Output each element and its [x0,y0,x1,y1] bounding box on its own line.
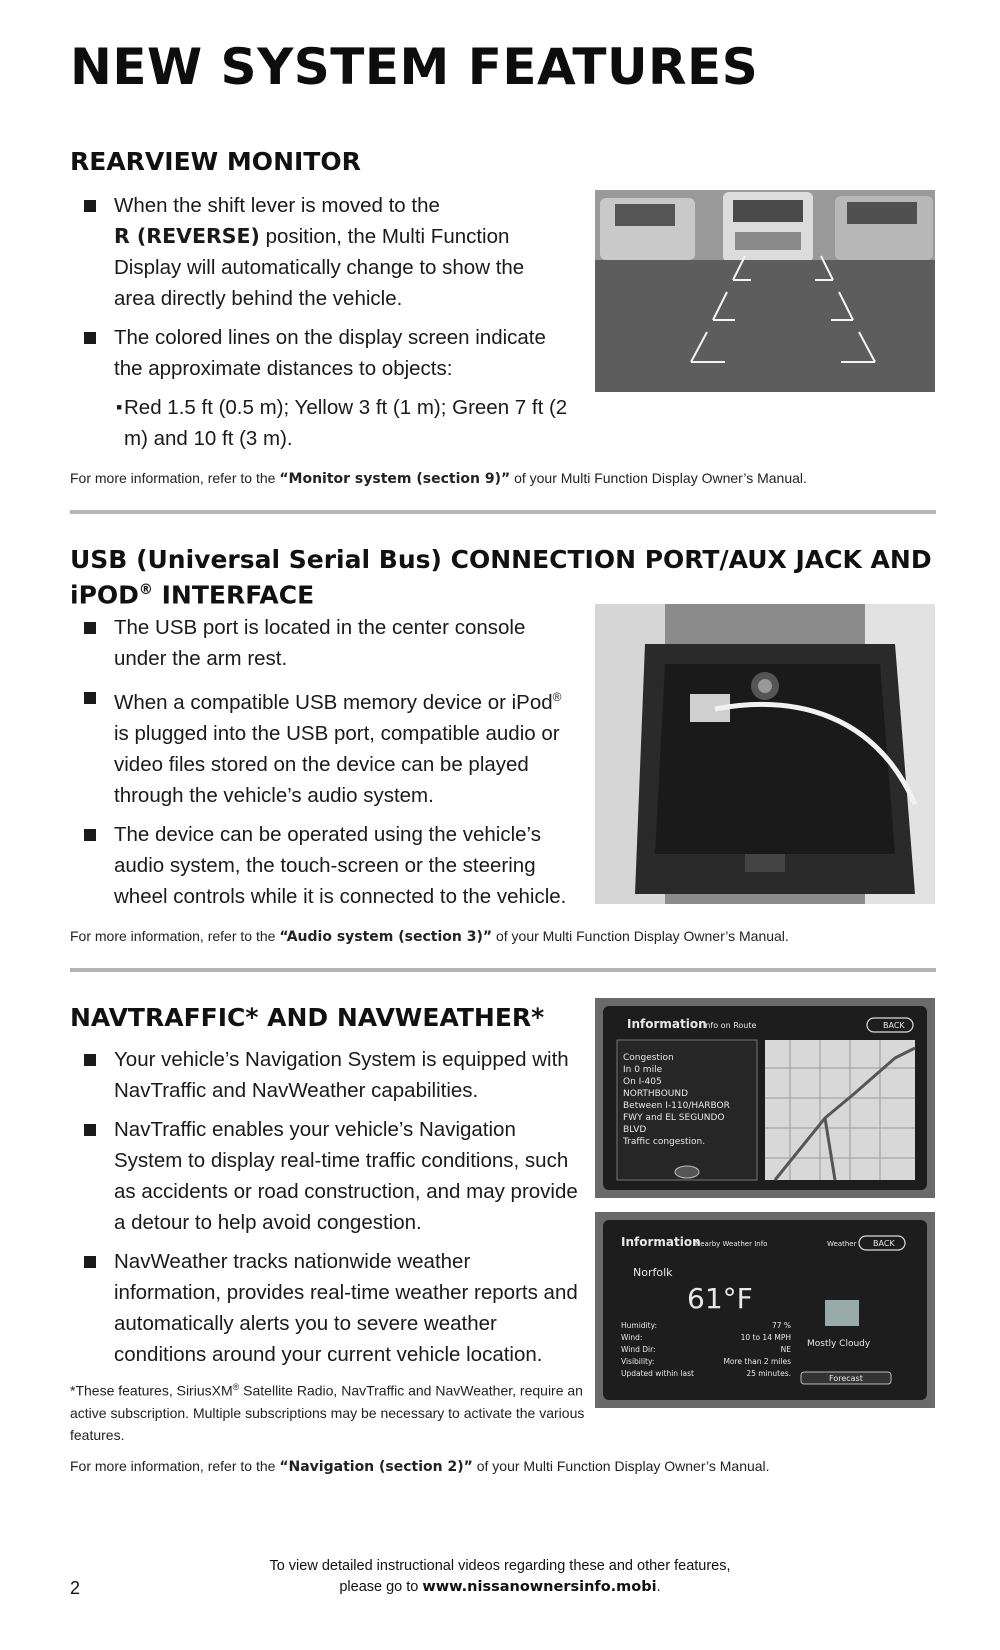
footer-line2-post: . [656,1579,661,1595]
list-item [70,190,570,314]
cloud-icon [825,1300,859,1326]
ref-prefix: For more information, refer to the [70,470,280,486]
weather-condition: Mostly Cloudy [807,1339,871,1349]
rearview-reference [70,470,807,487]
footer [180,1556,820,1598]
rearview-sub: Red 1.5 ft (0.5 m); Yellow 3 ft (1 m); Green 7 ft (2 m) and 10 ft (3 m). [124,396,568,450]
footer-line2-pre: please go to [339,1579,423,1595]
usb-b2-b: is plugged into the USB port, compatible audio or video files stored on the device can be played through the vehicle’s audio system. [114,721,560,807]
usb-title [70,544,950,610]
bullet-square-icon [84,1124,96,1136]
nav-bullets [70,1044,580,1378]
page-title: NEW SYSTEM FEATURES [70,38,759,96]
weather-tab[interactable]: Weather [827,1240,857,1248]
ref-suffix: of your Multi Function Display Owner’s Manual. [510,470,807,486]
footer-url-link[interactable]: www.nissanownersinfo.mobi [422,1579,657,1595]
navweather-screen [595,1212,935,1408]
weather-label: Visibility: [621,1357,655,1366]
bullet-dot-icon: ▪ [116,397,123,417]
weather-back-label: BACK [873,1239,895,1248]
list-item [70,392,570,454]
rearview-b1-bold: R (REVERSE) [114,224,260,248]
usb-bullets [70,612,570,920]
traffic-header: Information [627,1017,707,1031]
weather-value: 10 to 14 MPH [740,1333,791,1342]
weather-label: Humidity: [621,1321,657,1330]
rearview-bullets [70,190,570,462]
nav-b2: NavTraffic enables your vehicle’s Navigation System to display real-time traffic conditions, such as accidents or road construction, and may provide a detour to help avoid congestion. [114,1118,578,1234]
traffic-info-line: On I-405 [623,1077,662,1087]
bullet-square-icon [84,692,96,704]
traffic-info-line: NORTHBOUND [623,1089,689,1099]
page-number: 2 [70,1578,81,1598]
traffic-info-line: Between I-110/HARBOR [623,1101,730,1111]
usb-b1: The USB port is located in the center console under the arm rest. [114,616,526,670]
nav-footnote [70,1376,590,1446]
usb-console-photo [595,604,935,904]
list-item [70,612,570,674]
usb-b3: The device can be operated using the vehicle’s audio system, the touch-screen or the steering wheel controls while it is connected to the vehicle. [114,822,567,908]
footnote-reg: ® [232,1382,240,1392]
usb-reference [70,928,789,945]
scroll-down-button[interactable] [675,1166,699,1178]
section-divider [70,968,936,972]
weather-value: 25 minutes. [746,1369,791,1378]
list-item [70,1246,580,1370]
traffic-info-line: BLVD [623,1125,647,1135]
ref-prefix: For more information, refer to the [70,928,280,944]
list-item [70,1044,580,1106]
weather-value: More than 2 miles [723,1357,791,1366]
weather-city: Norfolk [633,1266,673,1279]
ref-section: “Audio system (section 3)” [279,929,493,945]
traffic-back-label: BACK [883,1021,905,1030]
bullet-square-icon [84,1256,96,1268]
nav-title: NAVTRAFFIC* AND NAVWEATHER* [70,1003,545,1032]
footer-line2 [180,1577,820,1598]
weather-label: Wind Dir: [621,1345,656,1354]
ref-section: “Navigation (section 2)” [279,1459,473,1475]
footer-line1: To view detailed instructional videos regarding these and other features, [269,1558,731,1574]
bullet-square-icon [84,829,96,841]
weather-subheader: Nearby Weather Info [695,1240,768,1248]
usb-b2-reg: ® [552,690,562,704]
bullet-square-icon [84,1054,96,1066]
weather-value: 77 % [771,1321,791,1330]
rearview-b1-pre: When the shift lever is moved to the [114,194,440,217]
traffic-info-line: Traffic congestion. [623,1137,706,1147]
usb-b2-a: When a compatible USB memory device or iPod [114,690,553,714]
footnote-b: Satellite Radio, NavTraffic and NavWeather, require an active subscription. Multiple subscriptions may be necessary to activate the various features. [70,1382,585,1443]
traffic-subheader: Info on Route [703,1021,757,1030]
weather-header: Information [621,1235,701,1249]
list-item [70,322,570,384]
weather-value: NE [780,1345,791,1354]
bullet-square-icon [84,622,96,634]
ref-prefix: For more information, refer to the [70,1458,280,1474]
weather-label: Updated within last [621,1369,694,1378]
navtraffic-screen [595,998,935,1198]
ref-suffix: of your Multi Function Display Owner’s Manual. [492,928,789,944]
usb-title-reg: ® [138,582,153,598]
nav-b1: Your vehicle’s Navigation System is equipped with NavTraffic and NavWeather capabilities. [114,1048,569,1102]
rearview-b2: The colored lines on the display screen indicate the approximate distances to objects: [114,326,546,380]
traffic-info-line: FWY and EL SEGUNDO [623,1113,725,1123]
weather-label: Wind: [621,1333,643,1342]
nav-reference [70,1458,770,1475]
usb-title-c: INTERFACE [152,580,315,610]
ref-section: “Monitor system (section 9)” [279,471,511,487]
traffic-info-line: In 0 mile [623,1065,663,1075]
rearview-title: REARVIEW MONITOR [70,147,361,176]
list-item [70,1114,580,1238]
rearview-b1-post: position, the Multi Function Display will automatically change to show the area directly behind the vehicle. [114,225,525,310]
bullet-square-icon [84,332,96,344]
forecast-label: Forecast [829,1374,863,1383]
ref-suffix: of your Multi Function Display Owner’s Manual. [472,1458,770,1474]
weather-temp: 61°F [687,1282,753,1315]
list-item [70,682,570,811]
bullet-square-icon [84,200,96,212]
usb-title-a: USB (Universal Serial Bus) CONNECTION PORT/AUX JACK AND [70,545,932,574]
usb-title-b: iPOD [70,580,139,610]
list-item [70,819,570,912]
section-divider [70,510,936,514]
rearview-camera-photo [595,190,935,392]
nav-b3: NavWeather tracks nationwide weather information, provides real-time weather reports and automatically alerts you to severe weather conditions around your current vehicle location. [114,1250,578,1366]
footnote-a: *These features, SiriusXM [70,1382,233,1399]
traffic-info-line: Congestion [623,1053,674,1063]
